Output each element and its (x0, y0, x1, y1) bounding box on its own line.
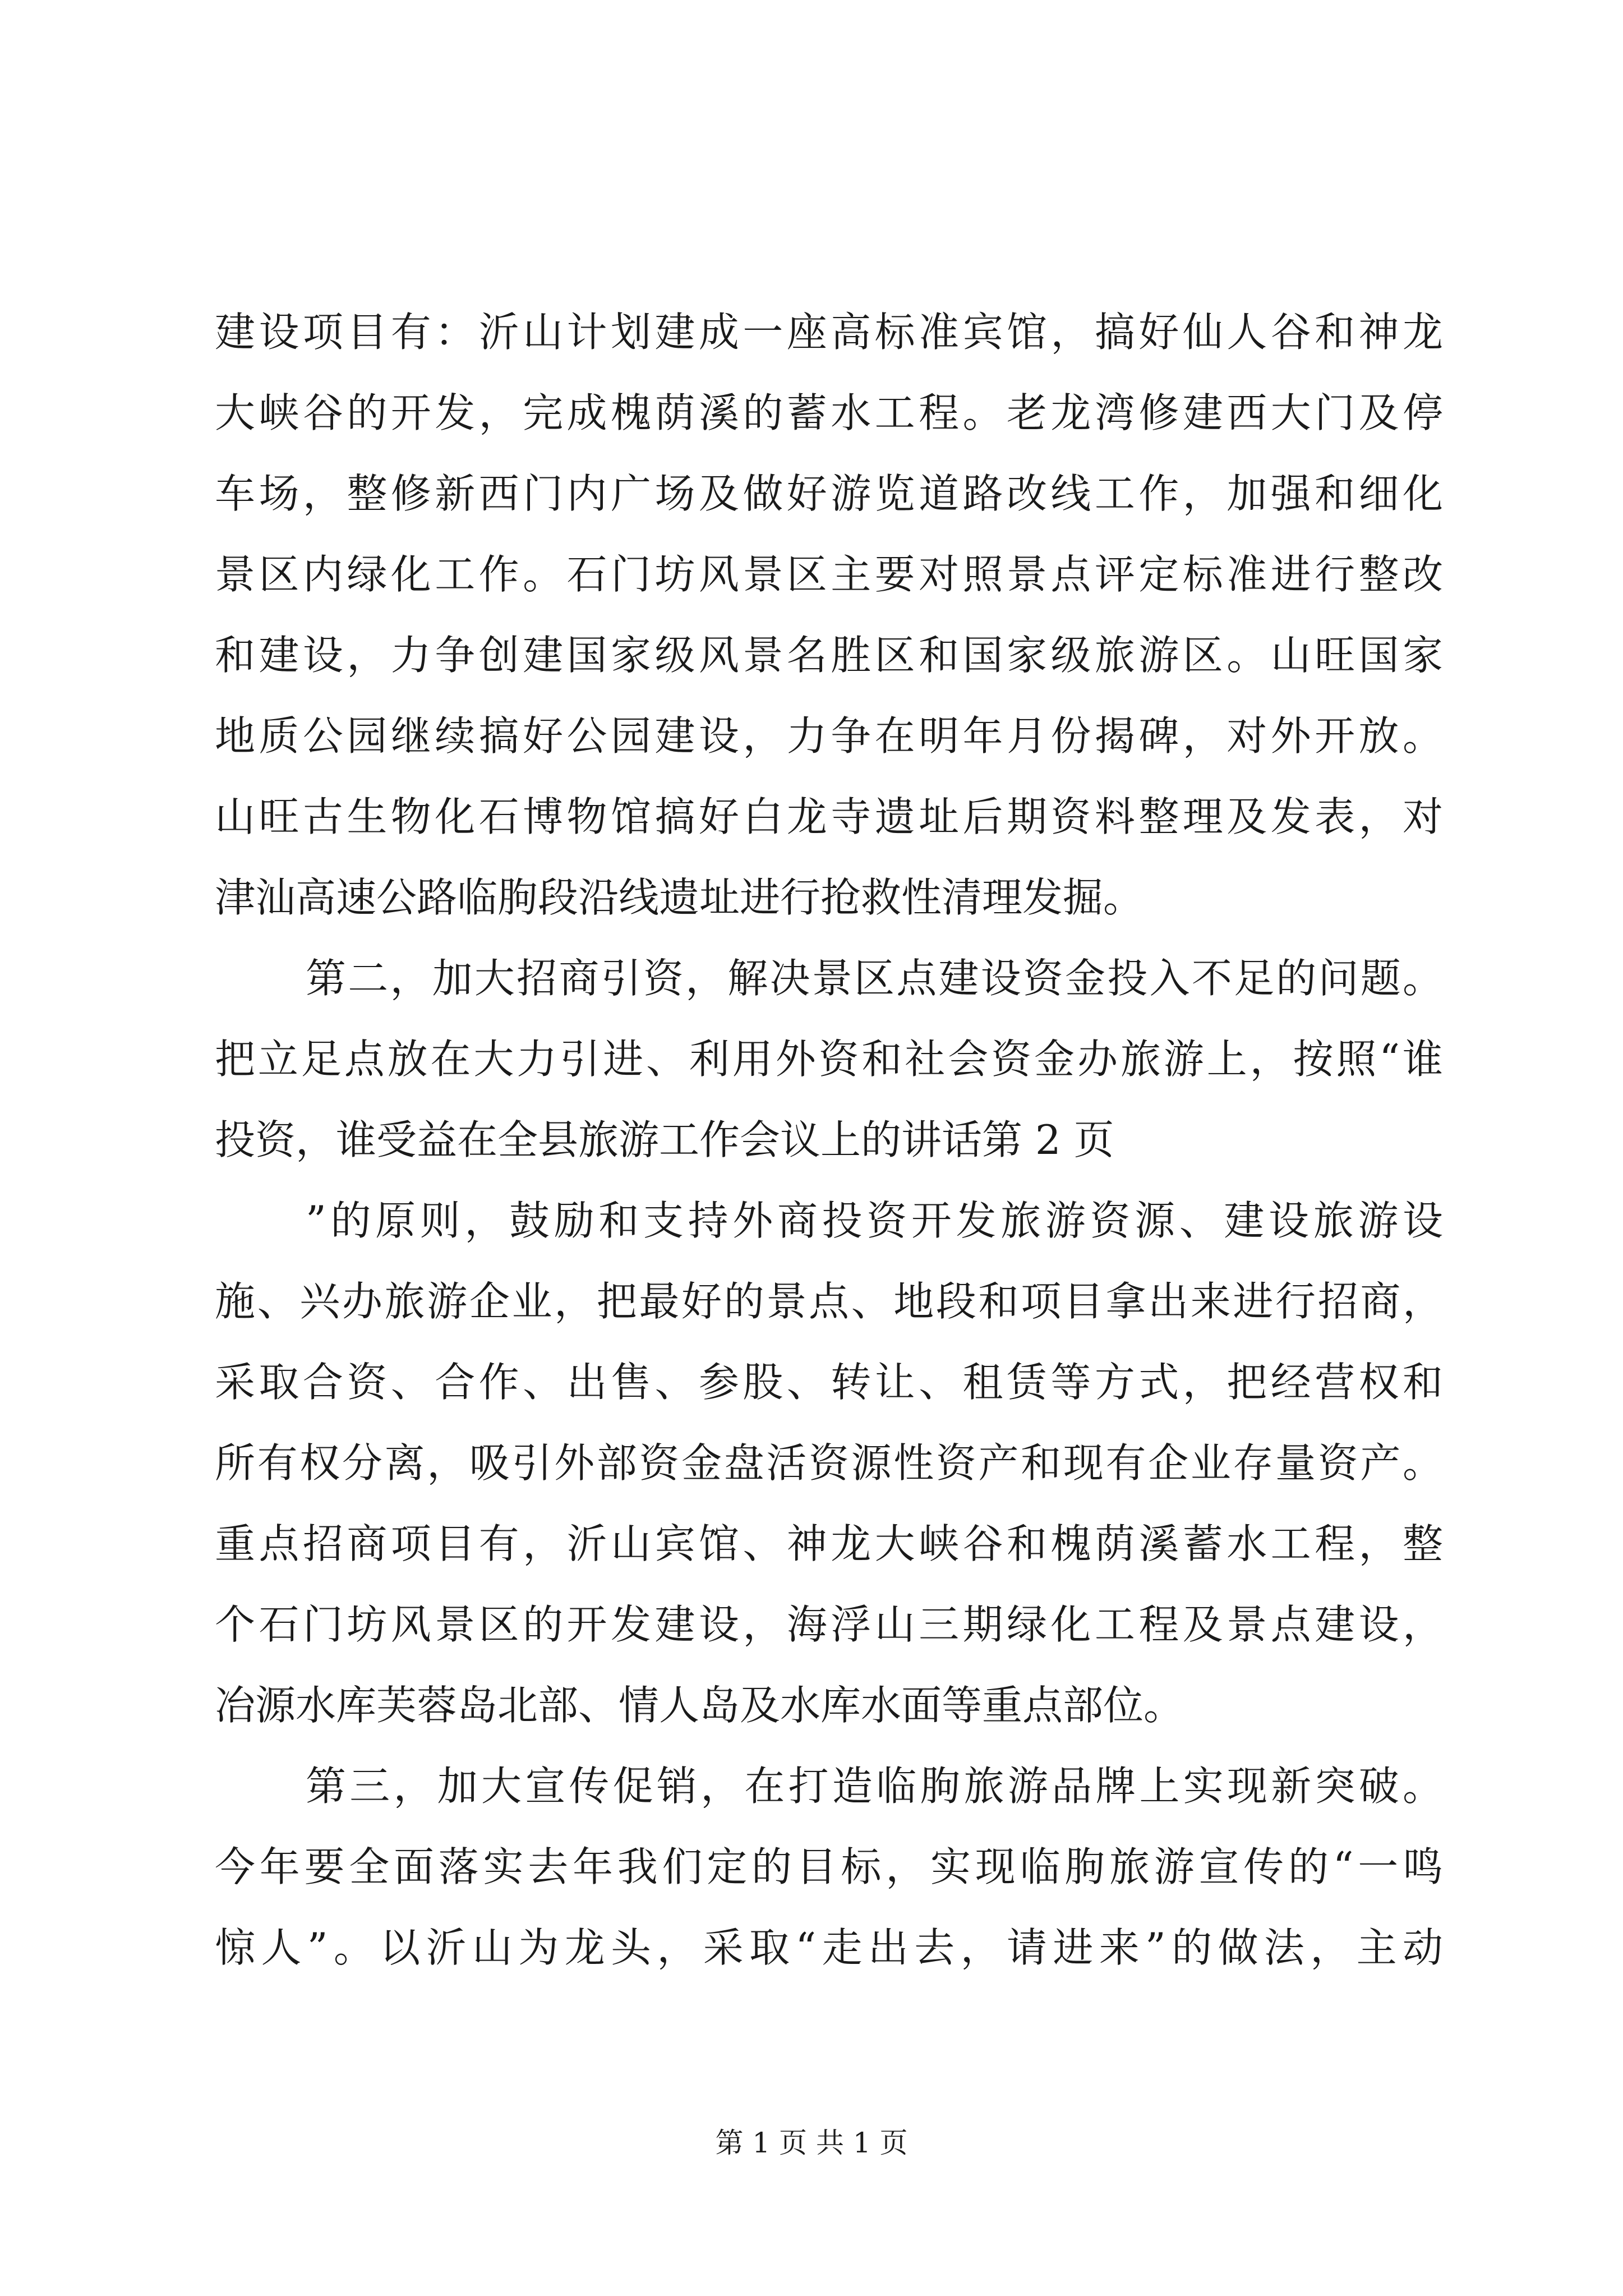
paragraph-start-line: ”的原则，鼓励和支持外商投资开发旅游资源、建设旅游设 (306, 1197, 1443, 1244)
text-line: 津汕高速公路临朐段沿线遗址进行抢救性清理发掘。 (215, 874, 1144, 921)
paragraph-start-line: 第二，加大招商引资，解决景区点建设资金投入不足的问题。 (306, 955, 1443, 1002)
paragraph-start-line: 第三，加大宣传促销，在打造临朐旅游品牌上实现新突破。 (306, 1763, 1443, 1810)
text-line: 重点招商项目有，沂山宾馆、神龙大峡谷和槐荫溪蓄水工程，整 (215, 1520, 1443, 1567)
text-line: 地质公园继续搞好公园建设，力争在明年月份揭碑，对外开放。 (215, 712, 1443, 760)
text-line: 冶源水库芙蓉岛北部、情人岛及水库水面等重点部位。 (215, 1682, 1184, 1729)
text-line: 今年要全面落实去年我们定的目标，实现临朐旅游宣传的“一鸣 (215, 1843, 1443, 1890)
text-line: 个石门坊风景区的开发建设，海浮山三期绿化工程及景点建设， (215, 1601, 1443, 1648)
text-line: 所有权分离，吸引外部资金盘活资源性资产和现有企业存量资产。 (215, 1439, 1443, 1487)
text-line: 把立足点放在大力引进、利用外资和社会资金办旅游上，按照“谁 (215, 1036, 1443, 1083)
text-line: 景区内绿化工作。石门坊风景区主要对照景点评定标准进行整改 (215, 551, 1443, 598)
document-body (215, 292, 1443, 1988)
page-footer (0, 2120, 1623, 2165)
text-line: 投资，谁受益在全县旅游工作会议上的讲话第 2 页 (215, 1116, 1114, 1163)
text-line: 大峡谷的开发，完成槐荫溪的蓄水工程。老龙湾修建西大门及停 (215, 389, 1443, 436)
text-line: 惊人”。以沂山为龙头，采取“走出去，请进来”的做法，主动 (215, 1924, 1443, 1971)
text-line: 建设项目有：沂山计划建成一座高标准宾馆，搞好仙人谷和神龙 (215, 309, 1443, 356)
text-line: 采取合资、合作、出售、参股、转让、租赁等方式，把经营权和 (215, 1359, 1443, 1406)
text-line: 山旺古生物化石博物馆搞好白龙寺遗址后期资料整理及发表，对 (215, 793, 1443, 840)
text-line: 施、兴办旅游企业，把最好的景点、地段和项目拿出来进行招商， (215, 1278, 1443, 1325)
text-line: 和建设，力争创建国家级风景名胜区和国家级旅游区。山旺国家 (215, 632, 1443, 679)
page-number: 第 1 页 共 1 页 (715, 2127, 908, 2159)
text-line: 车场，整修新西门内广场及做好游览道路改线工作，加强和细化 (215, 470, 1443, 517)
